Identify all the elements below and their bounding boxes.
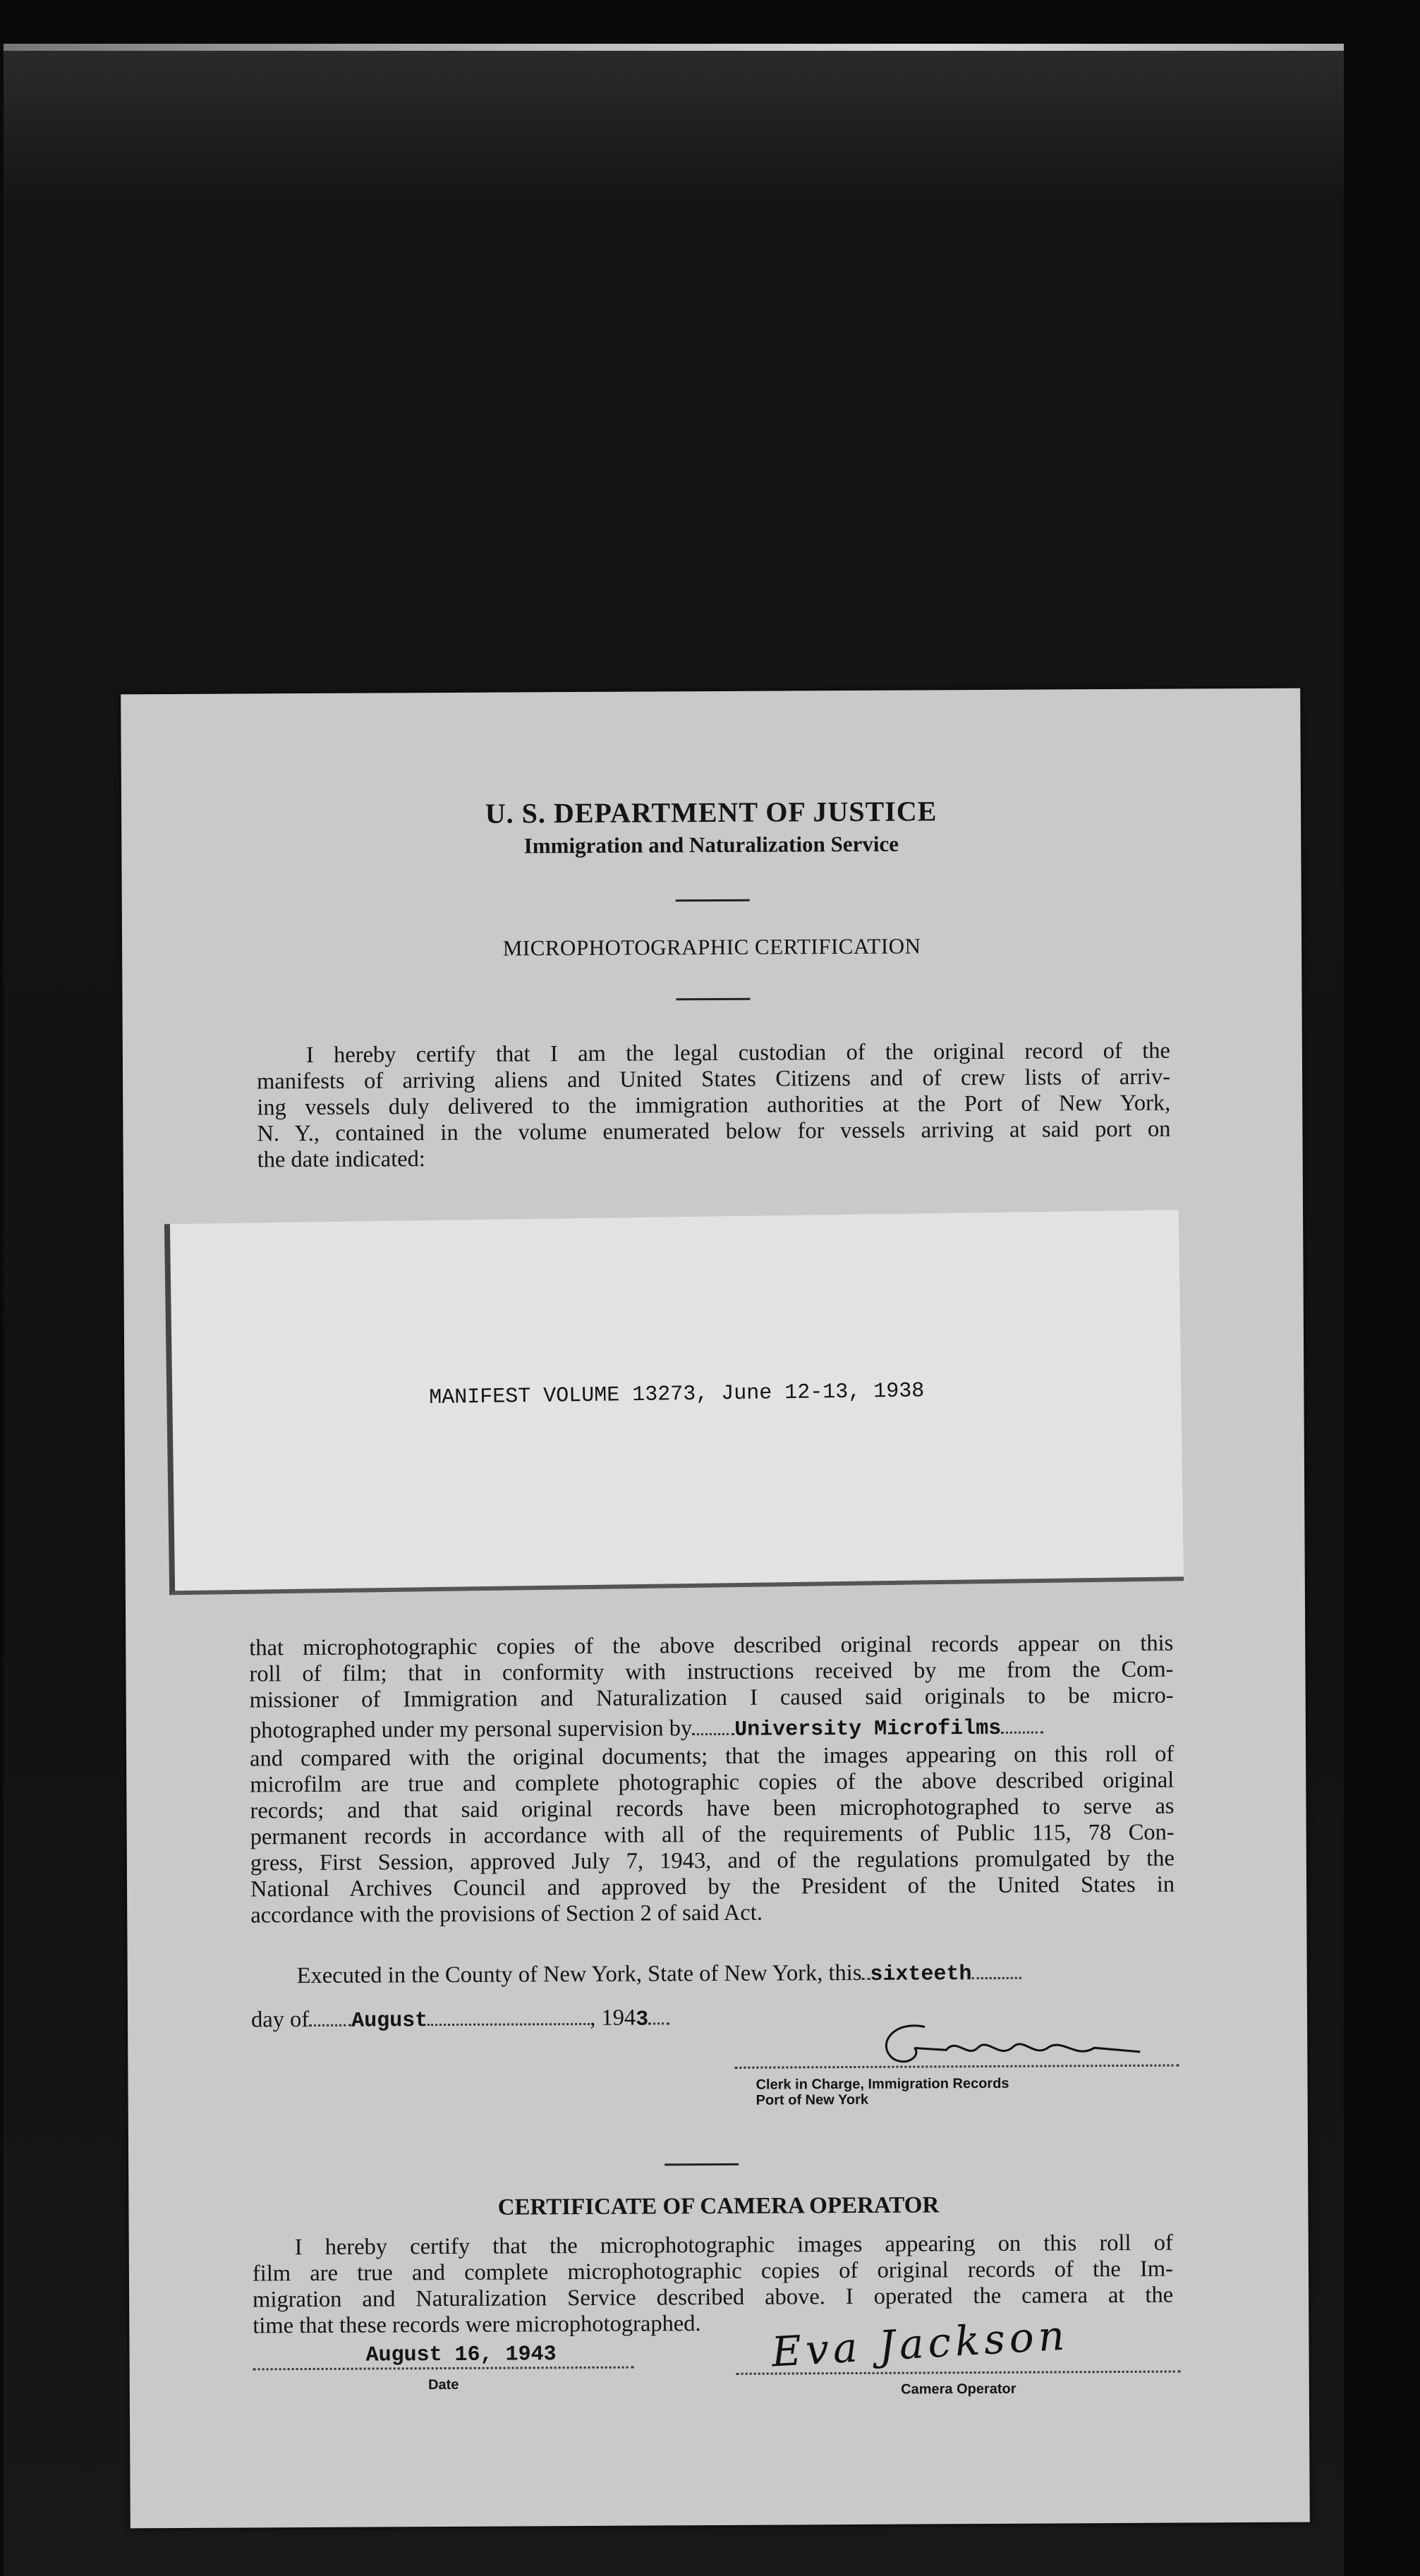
camera-heading: CERTIFICATE OF CAMERA OPERATOR <box>497 2192 940 2220</box>
certificate-page <box>121 688 1310 2529</box>
divider <box>676 899 750 902</box>
year-prefix: 194 <box>601 2005 636 2031</box>
operator-signature: Eva Jackson <box>770 2311 1070 2376</box>
body-line: roll of film; that in conformity with instructions received by me from the Com- <box>249 1656 1174 1687</box>
body-line: accordance with the provisions of Section 2 of said Act. <box>250 1900 763 1928</box>
date-line <box>253 2343 633 2371</box>
film-edge <box>4 44 1344 51</box>
body-line: missioner of Immigration and Naturalization I caused said originals to be micro- <box>249 1682 1174 1713</box>
operator-label: Camera Operator <box>901 2381 1017 2398</box>
body-line: and compared with the original documents; that the images appearing on this roll of <box>250 1741 1175 1772</box>
date-value: August 16, 1943 <box>365 2343 557 2368</box>
intro-line: I hereby certify that I am the legal custodian of the original record of the <box>305 1038 1170 1069</box>
certification-title: MICROPHOTOGRAPHIC CERTIFICATION <box>502 933 921 961</box>
date-field <box>253 2343 633 2394</box>
divider <box>665 2163 739 2166</box>
year-digit: 3 <box>636 2007 649 2032</box>
intro-line: manifests of arriving aliens and United States Citizens and of crew lists of arriv- <box>256 1064 1171 1095</box>
body-line: gress, First Session, approved July 7, 1943, and of the regulations promulgated by the <box>250 1845 1175 1876</box>
executed-line <box>297 1959 1172 1991</box>
fill-dots <box>427 2023 590 2026</box>
intro-paragraph <box>257 1038 1171 1174</box>
intro-line: the date indicated: <box>257 1146 425 1173</box>
day-value: sixteeth <box>870 1962 972 1987</box>
fill-dots <box>971 1977 1021 1979</box>
camera-line: film are true and complete microphotographic copies of original records of the Im- <box>252 2256 1174 2287</box>
clerk-title-line2: Port of New York <box>755 2091 869 2108</box>
clerk-title <box>755 2075 1151 2108</box>
photographed-by-prefix: photographed under my personal supervision by <box>249 1715 693 1744</box>
camera-line: I hereby certify that the microphotographic images appearing on this roll of <box>294 2230 1173 2261</box>
body-line: National Archives Council and approved by the President of the United States in <box>250 1871 1175 1902</box>
month-value: August <box>351 2009 428 2034</box>
fill-dots <box>861 1978 870 1980</box>
clerk-title-line1: Clerk in Charge, Immigration Records <box>755 2075 1009 2093</box>
date-label: Date <box>428 2376 459 2393</box>
body-line: microfilm are true and complete photographic copies of the above described original <box>250 1767 1175 1798</box>
day-of-label: day of <box>250 2007 310 2033</box>
manifest-card <box>164 1210 1184 1595</box>
divider <box>676 998 750 1001</box>
fill-dots <box>309 2024 351 2027</box>
department-heading: U. S. DEPARTMENT OF JUSTICE <box>485 795 937 830</box>
intro-line: N. Y., contained in the volume enumerated below for vessels arriving at said port on <box>257 1116 1171 1147</box>
operator-signature-area <box>736 2311 1180 2376</box>
photographer-name: University Microfilms <box>734 1716 1002 1742</box>
camera-line: migration and Naturalization Service described above. I operated the camera at the <box>253 2282 1174 2313</box>
manifest-volume-text: MANIFEST VOLUME 13273, June 12-13, 1938 <box>429 1379 925 1411</box>
executed-prefix: Executed in the County of New York, State of New York, this <box>296 1960 862 1989</box>
intro-line: ing vessels duly delivered to the immigration authorities at the Port of New York, <box>257 1090 1171 1121</box>
operator-field <box>736 2311 1181 2398</box>
fill-dots <box>648 2022 669 2024</box>
day-of-line: day of August , 1943 <box>251 2004 886 2036</box>
body-line: that microphotographic copies of the above described original records appear on this <box>249 1630 1174 1661</box>
service-subheading: Immigration and Naturalization Service <box>523 831 899 858</box>
body-line: records; and that said original records have been microphotographed to serve as <box>250 1793 1175 1824</box>
fill-dots <box>692 1733 734 1735</box>
fill-dots <box>1001 1732 1043 1734</box>
certification-body <box>249 1631 1175 1929</box>
body-line: permanent records in accordance with all of the requirements of Public 115, 78 Con- <box>250 1819 1175 1850</box>
photographed-by-line <box>250 1713 1174 1746</box>
camera-line: time that these records were microphotographed. <box>253 2311 701 2339</box>
